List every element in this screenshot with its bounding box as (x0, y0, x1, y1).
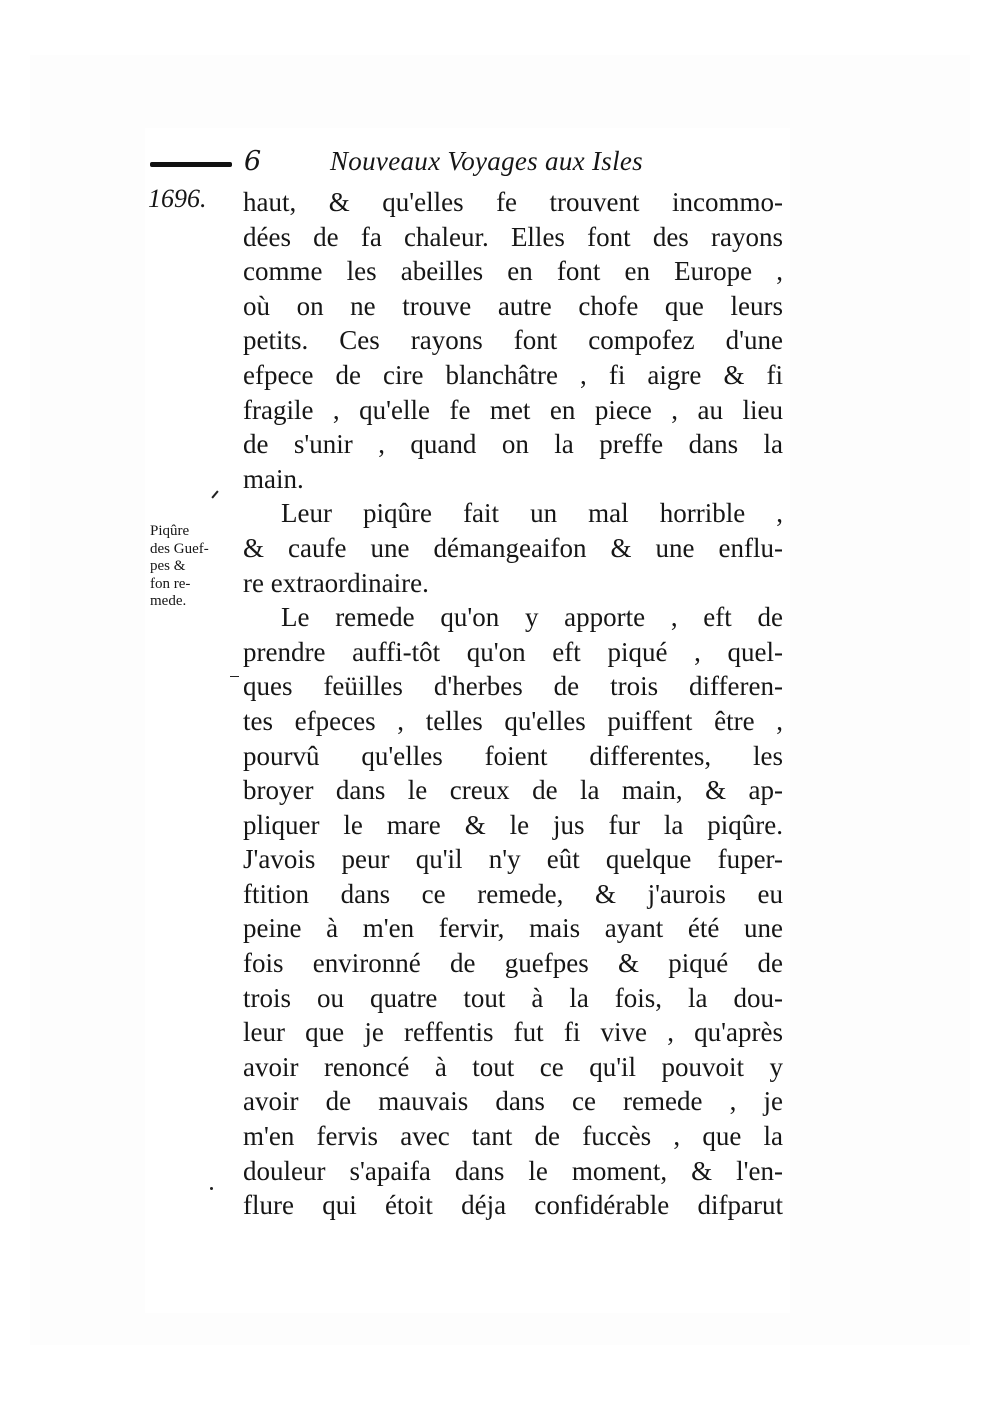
text-line: haut, & qu'elles fe trouvent incommo- (243, 187, 783, 217)
text-line: re extraordinaire. (243, 567, 429, 598)
stray-mark (230, 676, 239, 677)
text-line: Le remede qu'on y apporte , eft de (281, 602, 783, 633)
text-line: avoir de mauvais dans ce remede , je (243, 1086, 783, 1117)
text-line: flure qui étoit déja confidérable difparut (243, 1190, 783, 1221)
text-line: prendre auffi-tôt qu'on eft piqué , quel- (243, 636, 783, 667)
running-header (148, 146, 708, 190)
header-rule (150, 162, 232, 167)
text-line: pourvû qu'elles foient differentes, les (243, 740, 783, 771)
text-line: douleur s'apaifa dans le moment, & l'en- (243, 1155, 783, 1186)
text-line: broyer dans le creux de la main, & ap- (243, 775, 783, 806)
margin-note-line: pes & (150, 558, 186, 574)
margin-note-line: Piqûre (150, 523, 190, 539)
text-line: avoir renoncé à tout ce qu'il pouvoit y (243, 1051, 783, 1082)
text-line: Leur piqûre fait un mal horrible , (281, 498, 783, 529)
text-line: & caufe une démangeaifon & une enflu- (243, 532, 783, 563)
text-line: leur que je reffentis fut fi vive , qu'après (243, 1017, 783, 1048)
text-line: pliquer le mare & le jus fur la piqûre. (243, 809, 783, 840)
running-title: Nouveaux Voyages aux Isles (330, 146, 643, 176)
margin-note-line: des Guef- (150, 540, 209, 557)
text-line: efpece de cire blanchâtre , fi aigre & fi (243, 359, 783, 390)
text-line: comme les abeilles en font en Europe , (243, 256, 783, 287)
body-text (243, 185, 783, 1223)
margin-note-line: fon re- (150, 575, 191, 592)
text-line: de s'unir , quand on la preffe dans la (243, 429, 783, 460)
text-line: petits. Ces rayons font compofez d'une (243, 325, 783, 356)
text-line: où on ne trouve autre chofe que leurs (243, 290, 783, 321)
text-line: fois environné de guefpes & piqué de (243, 948, 783, 979)
margin-note (150, 523, 240, 611)
text-line: fragile , qu'elle fe met en piece , au lieu (243, 394, 783, 425)
margin-note-line: mede. (150, 593, 187, 609)
text-line: main. (243, 463, 304, 494)
text-line: dées de fa chaleur. Elles font des rayons (243, 221, 783, 252)
text-line: ftition dans ce remede, & j'aurois eu (243, 878, 783, 909)
stray-mark (210, 1187, 213, 1190)
text-line: J'avois peur qu'il n'y eût quelque fuper- (243, 844, 783, 875)
page-number: 6 (244, 146, 262, 177)
text-line: tes efpeces , telles qu'elles puiffent être , (243, 705, 783, 736)
text-line: ques feüilles d'herbes de trois differen- (243, 671, 783, 702)
text-line: m'en fervis avec tant de fuccès , que la (243, 1121, 783, 1152)
text-line: peine à m'en fervir, mais ayant été une (243, 913, 783, 944)
margin-year: 1696. (148, 184, 207, 213)
text-line: trois ou quatre tout à la fois, la dou- (243, 982, 783, 1013)
